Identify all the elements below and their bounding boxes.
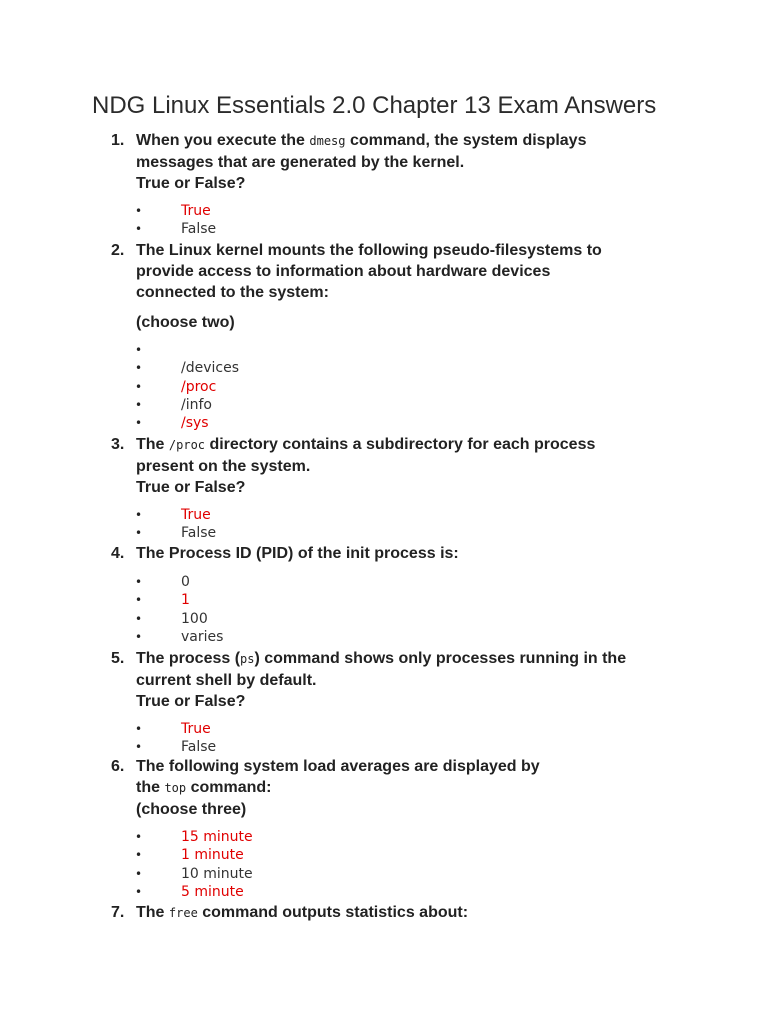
answer-option-text: 1 minute — [181, 847, 244, 864]
answer-option-text: True — [181, 721, 211, 737]
question-text: The following system load averages are displayed by the top command: (choose three) — [136, 758, 540, 818]
question-number: 5. — [111, 650, 125, 667]
bullet-icon: • — [135, 611, 143, 626]
answer-option-text: 100 — [181, 610, 208, 627]
answer-option-text: 1 — [181, 592, 190, 609]
question-number: 4. — [111, 545, 125, 562]
answer-option-text: /proc — [181, 378, 217, 395]
answer-option-text: 5 minute — [181, 883, 244, 900]
bullet-icon: • — [135, 593, 143, 608]
bullet-icon: • — [135, 343, 143, 357]
bullet-icon: • — [135, 204, 143, 218]
answer-option-text: /devices — [181, 360, 239, 377]
bullet-icon: • — [135, 575, 143, 589]
inline-code: free — [168, 906, 198, 920]
answer-option-text: True — [181, 507, 211, 523]
inline-code: /proc — [168, 438, 206, 452]
question-number: 2. — [111, 242, 125, 259]
answer-option-text: 10 minute — [181, 865, 253, 882]
answer-option-text: varies — [181, 628, 224, 645]
bullet-icon: • — [135, 722, 143, 736]
question-text: The Process ID (PID) of the init process is: — [136, 545, 459, 562]
bullet-icon: • — [135, 848, 143, 863]
bullet-icon: • — [135, 866, 143, 881]
bullet-icon: • — [135, 629, 143, 644]
question-number: 3. — [111, 436, 125, 453]
page-title: NDG Linux Essentials 2.0 Chapter 13 Exam Answers — [92, 92, 657, 119]
answer-option-text: 15 minute — [181, 829, 253, 845]
question-number: 6. — [111, 758, 125, 775]
question-text: When you execute the dmesg command, the system displays messages that are generated by the kernel. True or False? — [136, 132, 587, 192]
answer-option-text: True — [181, 203, 211, 219]
bullet-icon: • — [135, 740, 143, 755]
answer-option-text: 0 — [181, 574, 190, 590]
question-text: The free command outputs statistics about: — [136, 904, 469, 921]
inline-code: ps — [240, 652, 255, 666]
inline-code: dmesg — [309, 134, 346, 148]
question-text: The /proc directory contains a subdirectory for each process present on the system. True or False? — [136, 436, 596, 496]
question-number: 7. — [111, 904, 125, 921]
question-text: The Linux kernel mounts the following pseudo-filesystems to provide access to information about hardware devices connected to the system: (choose two) — [136, 242, 602, 331]
bullet-icon: • — [135, 222, 143, 237]
answer-option-text: False — [181, 739, 217, 756]
bullet-icon: • — [135, 416, 143, 431]
bullet-icon: • — [135, 397, 143, 412]
answer-option-text: /sys — [181, 415, 209, 432]
bullet-icon: • — [135, 830, 143, 844]
bullet-icon: • — [135, 884, 143, 899]
bullet-icon: • — [135, 361, 143, 376]
answer-option-text: /info — [181, 396, 212, 413]
question-text: The process (ps) command shows only processes running in the current shell by default. True or False? — [136, 650, 627, 710]
bullet-icon: • — [135, 508, 143, 522]
answer-option-text: False — [181, 525, 217, 542]
bullet-icon: • — [135, 379, 143, 394]
answer-option-text: False — [181, 221, 217, 238]
inline-code: top — [164, 781, 187, 795]
bullet-icon: • — [135, 526, 143, 541]
question-number: 1. — [111, 132, 125, 149]
